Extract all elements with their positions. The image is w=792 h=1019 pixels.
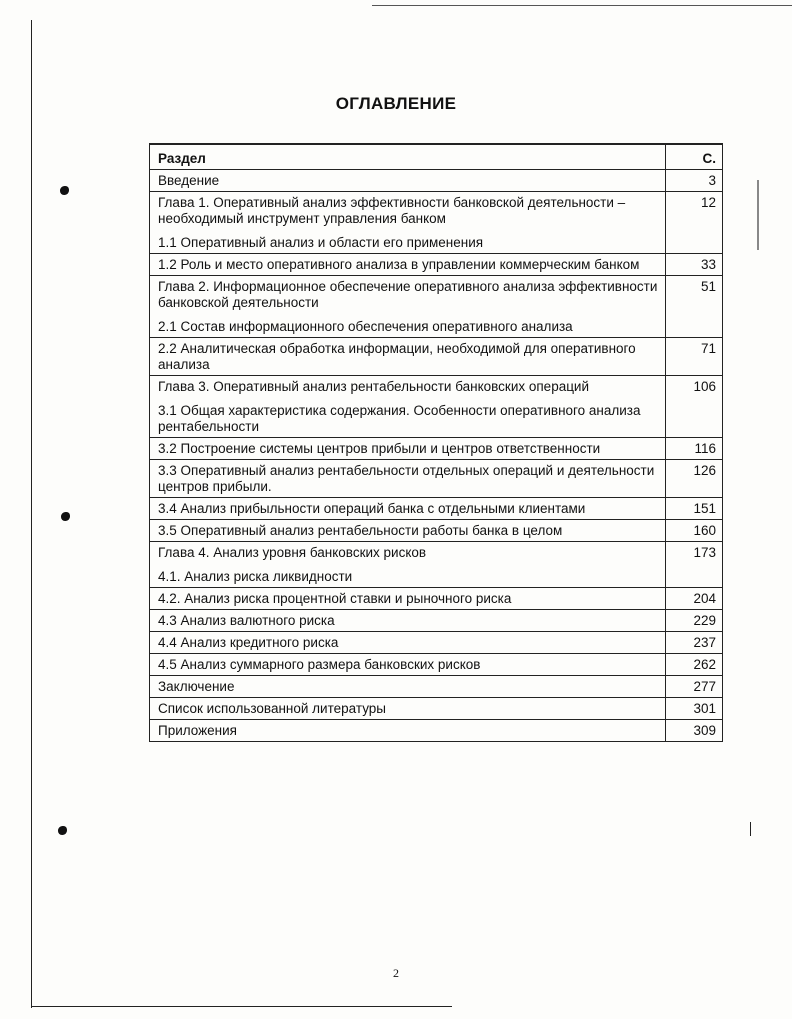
hole-punch-dot xyxy=(60,186,69,195)
toc-section-cell xyxy=(150,438,666,460)
header-section: Раздел xyxy=(150,144,666,170)
toc-subsection-title: 2.1 Состав информационного обеспечения оперативного анализа xyxy=(158,319,573,334)
header-page: С. xyxy=(666,144,723,170)
table-row xyxy=(150,498,723,520)
toc-section-cell xyxy=(150,376,666,438)
toc-section-title: 4.4 Анализ кредитного риска xyxy=(158,635,339,650)
scan-mark-right-1 xyxy=(757,180,759,250)
table-row xyxy=(150,588,723,610)
toc-section-title: Глава 2. Информационное обеспечение оперативного анализа эффективности банковской деятельности xyxy=(158,279,658,310)
toc-section-title: 4.3 Анализ валютного риска xyxy=(158,613,335,628)
toc-section-title: 3.5 Оперативный анализ рентабельности работы банка в целом xyxy=(158,523,563,538)
table-row xyxy=(150,276,723,338)
toc-page-number: 262 xyxy=(666,654,723,676)
table-row xyxy=(150,610,723,632)
toc-page-number: 71 xyxy=(666,338,723,376)
table-row xyxy=(150,698,723,720)
toc-page-number: 33 xyxy=(666,254,723,276)
toc-subsection-title: 4.1. Анализ риска ликвидности xyxy=(158,569,353,584)
page-title: ОГЛАВЛЕНИЕ xyxy=(335,94,457,113)
hole-punch-dot xyxy=(58,826,67,835)
toc-section-cell xyxy=(150,460,666,498)
toc-page-number: 229 xyxy=(666,610,723,632)
toc-page-number: 309 xyxy=(666,720,723,742)
table-row xyxy=(150,192,723,254)
toc-section-title: Приложения xyxy=(158,723,237,738)
table-row xyxy=(150,438,723,460)
toc-section-title: 4.5 Анализ суммарного размера банковских рисков xyxy=(158,657,481,672)
toc-page-number: 126 xyxy=(666,460,723,498)
scan-edge-top xyxy=(372,5,792,6)
toc-section-cell xyxy=(150,698,666,720)
toc-section-title: Список использованной литературы xyxy=(158,701,386,716)
toc-section-title: Глава 3. Оперативный анализ рентабельности банковских операций xyxy=(158,379,590,394)
toc-section-cell xyxy=(150,338,666,376)
toc-section-cell xyxy=(150,520,666,542)
toc-section-title: Глава 4. Анализ уровня банковских рисков xyxy=(158,545,427,560)
toc-section-cell xyxy=(150,254,666,276)
toc-page-number: 151 xyxy=(666,498,723,520)
toc-subsection-title: 3.1 Общая характеристика содержания. Особенности оперативного анализа рентабельности xyxy=(158,403,641,434)
table-row xyxy=(150,676,723,698)
toc-page-number: 277 xyxy=(666,676,723,698)
toc-section-cell xyxy=(150,720,666,742)
toc-section-title: Введение xyxy=(158,173,220,188)
toc-section-cell xyxy=(150,170,666,192)
toc-section-cell xyxy=(150,676,666,698)
toc-section-title: 3.3 Оперативный анализ рентабельности отдельных операций и деятельности центров прибыли. xyxy=(158,463,655,494)
table-of-contents xyxy=(149,143,723,742)
toc-page-number: 3 xyxy=(666,170,723,192)
table-row xyxy=(150,170,723,192)
table-row xyxy=(150,338,723,376)
toc-section-cell xyxy=(150,632,666,654)
toc-section-cell xyxy=(150,542,666,588)
toc-page-number: 116 xyxy=(666,438,723,460)
toc-section-title: 4.2. Анализ риска процентной ставки и рыночного риска xyxy=(158,591,512,606)
toc-section-cell xyxy=(150,498,666,520)
toc-section-cell xyxy=(150,654,666,676)
table-row xyxy=(150,254,723,276)
toc-section-title: 1.2 Роль и место оперативного анализа в управлении коммерческим банком xyxy=(158,257,640,272)
toc-section-title: Глава 1. Оперативный анализ эффективности банковской деятельности – необходимый инструмент управления банком xyxy=(158,195,626,226)
table-row xyxy=(150,542,723,588)
toc-page-number: 204 xyxy=(666,588,723,610)
toc-page-number: 160 xyxy=(666,520,723,542)
table-row xyxy=(150,720,723,742)
table-row xyxy=(150,632,723,654)
toc-page-number: 51 xyxy=(666,276,723,338)
scan-edge-bottom xyxy=(32,1006,452,1007)
toc-page-number: 12 xyxy=(666,192,723,254)
table-row xyxy=(150,520,723,542)
toc-section-title: 2.2 Аналитическая обработка информации, необходимой для оперативного анализа xyxy=(158,341,636,372)
toc-page-number: 301 xyxy=(666,698,723,720)
scan-edge-left xyxy=(31,20,32,1008)
toc-section-cell xyxy=(150,610,666,632)
table-row xyxy=(150,376,723,438)
page-number: 2 xyxy=(393,966,399,980)
toc-section-cell xyxy=(150,192,666,254)
table-header-row xyxy=(150,144,723,170)
toc-section-cell xyxy=(150,588,666,610)
table-row xyxy=(150,460,723,498)
toc-subsection-title: 1.1 Оперативный анализ и области его применения xyxy=(158,235,484,250)
toc-section-title: 3.2 Построение системы центров прибыли и центров ответственности xyxy=(158,441,601,456)
toc-page-number: 173 xyxy=(666,542,723,588)
toc-page-number: 237 xyxy=(666,632,723,654)
toc-section-title: Заключение xyxy=(158,679,235,694)
scan-mark-right-2 xyxy=(750,822,751,836)
toc-section-title: 3.4 Анализ прибыльности операций банка с отдельными клиентами xyxy=(158,501,586,516)
table-row xyxy=(150,654,723,676)
toc-page-number: 106 xyxy=(666,376,723,438)
toc-section-cell xyxy=(150,276,666,338)
hole-punch-dot xyxy=(61,512,70,521)
